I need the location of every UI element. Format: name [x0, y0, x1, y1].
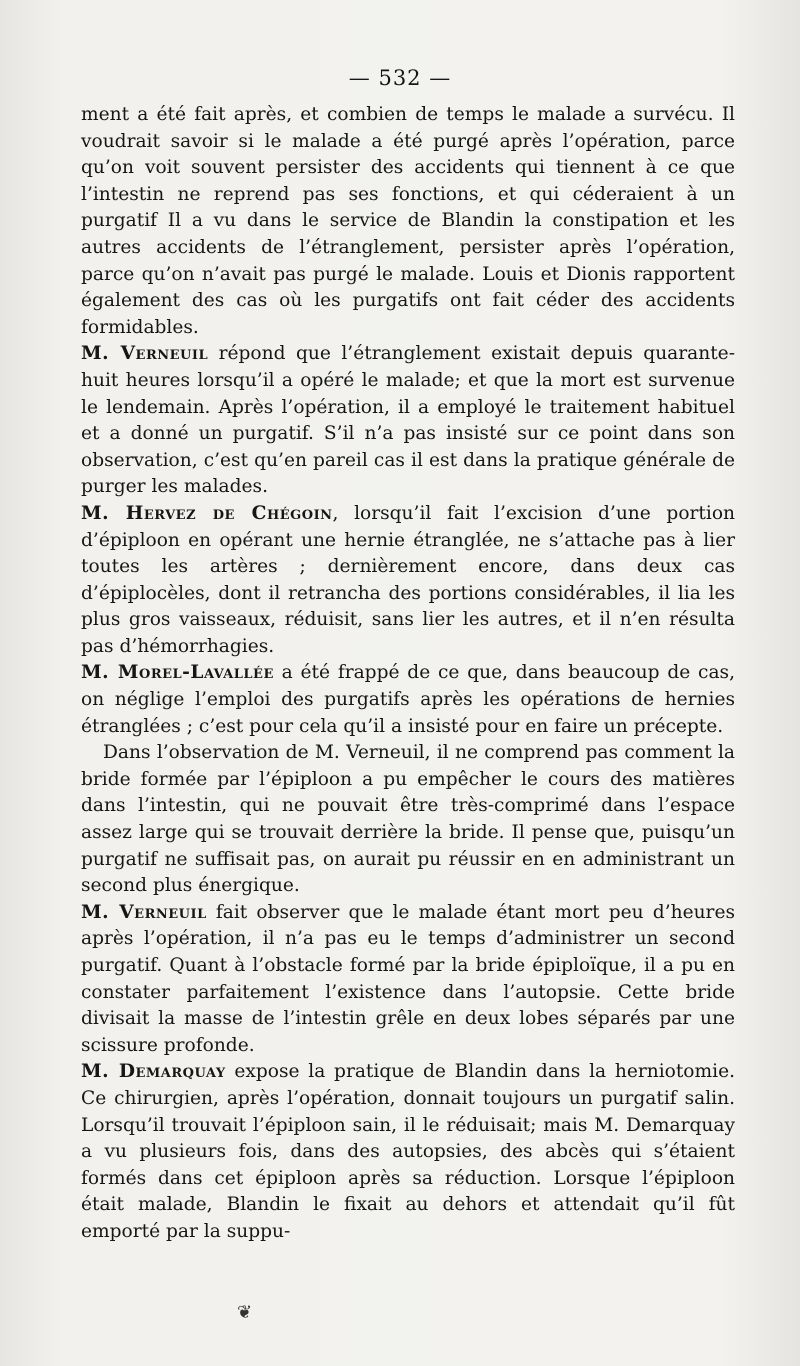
ink-mark: ❦	[237, 1302, 253, 1323]
speaker-name: M. Hervez de Chégoin	[81, 502, 333, 524]
speaker-name: M. Morel-Lavallée	[81, 662, 274, 684]
paragraph-4	[81, 660, 735, 740]
paragraph-6	[81, 900, 735, 1060]
paragraph-text: répond que l’étranglement existait depuis quarante-huit heures lorsqu’il a opéré le malade; et que la mort est survenue le lendemain. Après l’opération, il a employé le traitement habituel et a donné un purgatif. S’il n’a pas insisté sur ce point dans son observation, c’est qu’en pareil cas il est dans la pratique générale de purger les malades.	[81, 343, 735, 498]
speaker-name: M. Verneuil	[81, 901, 207, 923]
paragraph-1	[81, 102, 735, 341]
paragraph-text: , lorsqu’il fait l’excision d’une portion d’épiploon en opérant une hernie étranglée, ne s’attache pas à lier toutes les artères ; dernièrement encore, dans deux cas d’épiplocèles, dont il retrancha des portions considérables, il lia les plus gros vaisseaux, réduisit, sans lier les autres, et il n’en résulta pas d’hémorrhagies.	[81, 502, 735, 657]
paragraph-5	[81, 740, 735, 900]
paragraph-text: fait observer que le malade étant mort peu d’heures après l’opération, il n’a pas eu le temps d’administrer un second purgatif. Quant à l’obstacle formé par la bride épiploïque, il a pu en constater parfaitement l’existence dans l’autopsie. Cette bride divisait la masse de l’intestin grêle en deux lobes séparés par une scissure profonde.	[81, 901, 735, 1056]
paragraph-text: a été frappé de ce que, dans beaucoup de cas, on néglige l’emploi des purgatifs après les opérations de hernies étranglées ; c’est pour cela qu’il a insisté pour en faire un précepte.	[81, 662, 735, 737]
paragraph-text: Dans l’observation de M. Verneuil, il ne comprend pas comment la bride formée par l’épiploon a pu empêcher le cours des matières dans l’intestin, qui ne pouvait être très-comprimé dans l’espace assez large qui se trouvait derrière la bride. Il pense que, puisqu’un purgatif ne suffisait pas, on aurait pu réussir en en administrant un second plus énergique.	[81, 742, 735, 897]
page-number: — 532 —	[348, 66, 452, 90]
paragraph-3	[81, 501, 735, 661]
paragraph-text: expose la pratique de Blandin dans la herniotomie. Ce chirurgien, après l’opération, donnait toujours un purgatif salin. Lorsqu’il trouvait l’épiploon sain, il le réduisait; mais M. Demarquay a vu plusieurs fois, dans des autopsies, des abcès qui s’étaient formés dans cet épiploon après sa réduction. Lorsque l’épiploon était malade, Blandin le fixait au dehors et attendait qu’il fût emporté par la suppu-	[81, 1061, 735, 1242]
paragraph-text: ment a été fait après, et combien de temps le malade a survécu. Il voudrait savoir si le malade a été purgé après l’opération, parce qu’on voit souvent persister des accidents qui tiennent à ce que l’intestin ne reprend pas ses fonctions, et qui céderaient à un purgatif Il a vu dans le service de Blandin la constipation et les autres accidents de l’étranglement, persister après l’opération, parce qu’on n’avait pas purgé le malade. Louis et Dionis rapportent également des cas où les purgatifs ont fait céder des accidents formidables.	[81, 104, 735, 338]
speaker-name: M. Verneuil	[81, 343, 209, 365]
body-text	[81, 102, 735, 1246]
paragraph-7	[81, 1059, 735, 1245]
paragraph-2	[81, 341, 735, 501]
speaker-name: M. Demarquay	[81, 1061, 226, 1083]
